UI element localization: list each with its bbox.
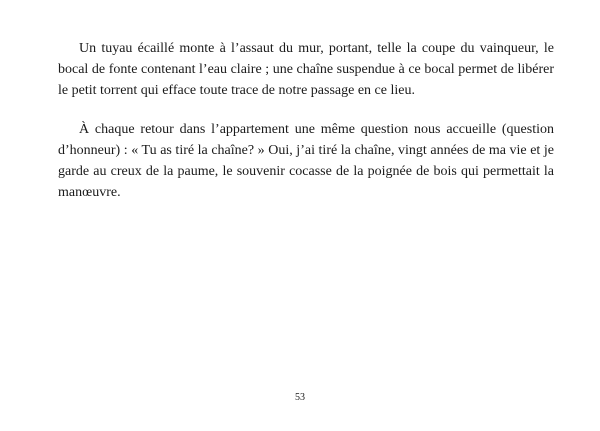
body-text	[58, 38, 554, 203]
page-number: 53	[295, 392, 305, 403]
paragraph-1: Un tuyau écaillé monte à l’assaut du mur, portant, telle la coupe du vainqueur, le bocal de fonte contenant l’eau claire ; une chaîne suspendue à ce bocal permet de libérer le petit torrent qui efface toute trace de notre passage en ce lieu.	[58, 41, 554, 98]
paragraph-2: À chaque retour dans l’appartement une même question nous accueille (question d’honneur) : « Tu as tiré la chaîne? » Oui, j’ai tiré la chaîne, vingt années de ma vie et je garde au creux de la paume, le souvenir cocasse de la poignée de bois qui permettait la manœuvre.	[58, 122, 554, 200]
